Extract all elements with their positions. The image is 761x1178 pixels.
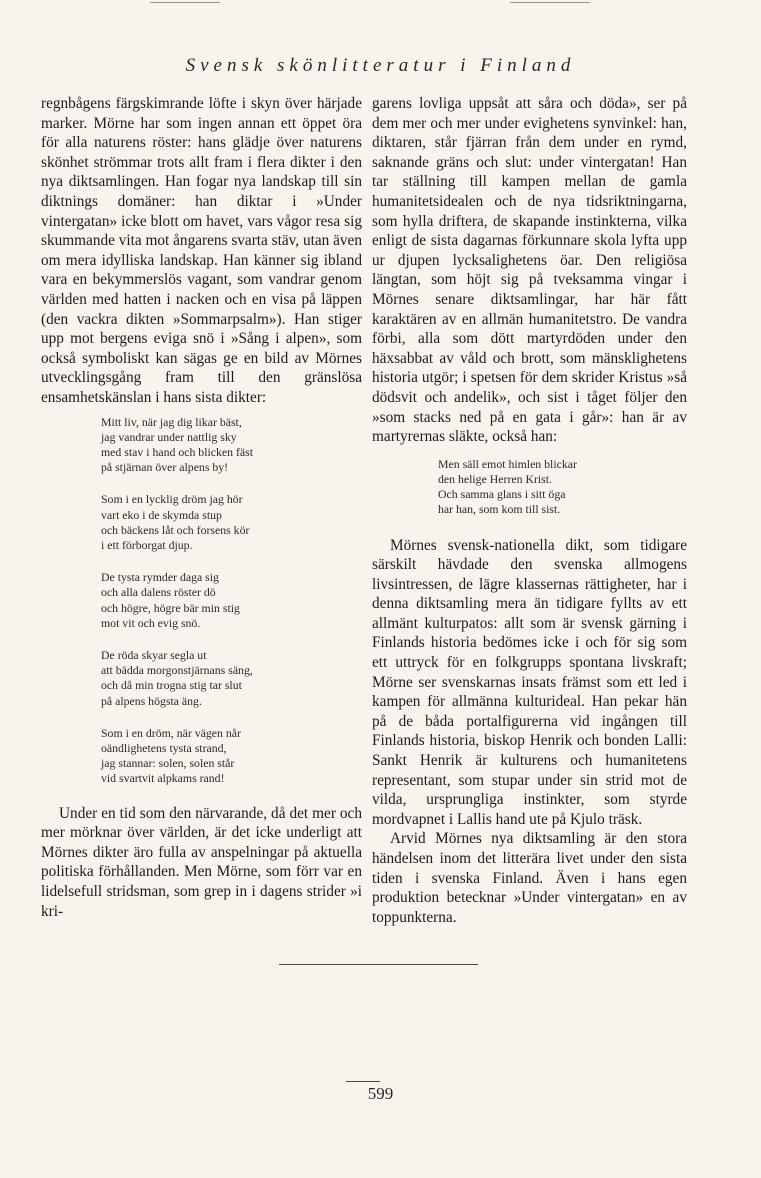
poem-line: och då min trogna stig tar slut — [101, 678, 242, 693]
top-rule-left — [150, 2, 220, 3]
poem-line: på stjärnan över alpens by! — [101, 460, 229, 475]
poem-line: Mitt liv, när jag dig likar bäst, — [101, 414, 242, 429]
poem-stanza — [101, 726, 362, 787]
page-number-rule — [346, 1081, 380, 1082]
right-paragraph-2: Mörnes svensk-nationella dikt, som tidigare särskilt hävdade den svenska allmogens livsintressen, de lägre klassernas rättigheter, har i denna diktsamling mera än tidigare fyllts av ett allmänt kulturpatos: allt som är svensk gärning i Finlands historia bedömes icke i och för sig som ett uttryck för en folkgrupps spontana livskraft; Mörne ser svenskarnas insats främst som ett led i kampen för allmänna kulturideal. Han pekar hän på de båda portalfigurerna vid ingången till Finlands historia, biskop Henrik och bonden Lalli: Sankt Henrik är kulturens och humanitetens representant, som stupar under sin strid mot de vilda, ursprungliga instinkter, som styrde mordvapnet i Lallis hand ute på Kjulo träsk. — [372, 536, 687, 828]
poem-line: oändlighetens tysta strand, — [101, 740, 227, 755]
section-divider — [279, 964, 478, 965]
poem-line: Som i en dröm, när vägen når — [101, 725, 241, 740]
poem-line: jag vandrar under nattlig sky — [101, 429, 237, 444]
left-column — [41, 94, 362, 921]
poem-stanza — [101, 570, 362, 631]
poem-line: Som i en lycklig dröm jag hör — [101, 492, 243, 507]
poem-line: vid svartvit alpkams rand! — [101, 771, 225, 786]
martyr-poem — [438, 457, 687, 518]
poem-line: mot vit och evig snö. — [101, 615, 201, 630]
poem-line: jag stannar: solen, solen står — [101, 756, 235, 771]
poem-line: och alla dalens röster dö — [101, 585, 216, 600]
poem-line: i ett förborgat djup. — [101, 537, 193, 552]
page-number: 599 — [367, 1084, 394, 1103]
alpine-poem — [101, 415, 362, 787]
poem-line: har han, som kom till sist. — [438, 502, 561, 517]
poem-line: De röda skyar segla ut — [101, 647, 207, 662]
poem-line: vart eko i de skymda stup — [101, 507, 222, 522]
poem-line: Men säll emot himlen blickar — [438, 456, 577, 471]
poem-line: Och samma glans i sitt öga — [438, 487, 566, 502]
right-column — [372, 94, 687, 927]
poem-stanza — [101, 415, 362, 476]
left-paragraph-2: Under en tid som den närvarande, då det mer och mer mörknar över världen, är det icke underligt att Mörnes dikter äro fulla av anspelningar på aktuella politiska förhållanden. Men Mörne, som förr var en lidelsefull stridsman, som grep in i dagens strider »i kri- — [41, 804, 362, 920]
poem-stanza — [101, 492, 362, 553]
poem-line: och högre, högre bär min stig — [101, 600, 240, 615]
right-paragraph-1: garens lovliga uppsåt att såra och döda», ser på dem mer och mer under evighetens synvinkel: han, diktaren, står fjärran från dem under en rymd, saknande gräns och slut: under vintergatan! Han tar ställning till kampen mellan de gamla humanitetsidealen och de nya tidsriktningarna, som hylla driftera, de skapande instinkterna, vilka enligt de sista dagarnas förkunnare skola lyfta upp ur djupen lycksalighetens öar. Den religiösa längtan, som höjt sig på tveksamma vingar i Mörnes senare diktsamlingar, har här fått karaktären av en allmän humanitetstro. De vandra förbi, alla som dött martyrdöden under den häxsabbat av våld och brott, som mänsklighetens historia utgör; i spetsen för dem skrider Kristus »så dödsvit och andelik», och sist i tåget följer den »som stacks ned på en gata i går»: han är av martyrernas släkte, också han: — [372, 95, 687, 446]
poem-line: och bäckens låt och forsens kör — [101, 522, 250, 537]
poem-line: den helige Herren Krist. — [438, 471, 552, 486]
right-paragraph-3: Arvid Mörnes nya diktsamling är den stora händelsen inom det litterära livet under den sista tiden i svenska Finland. Även i hans egen produktion betecknar »Under vintergatan» en av toppunkterna. — [372, 830, 687, 926]
top-rule-right — [510, 2, 590, 3]
left-paragraph-1: regnbågens färgskimrande löfte i skyn över härjade marker. Mörne har som ingen annan ett öppet öra för alla naturens röster: hans glädje över naturens skönhet strömmar trots allt fram i flera dikter i den nya diktsamlingen. Han fogar nya landskap till sin diktnings domäner: han diktar i »Under vintergatan» icke blott om havet, vars vågor resa sig skummande vita mot ångarens svarta stäv, utan även om mera idylliska landskap. Han känner sig ibland vara en bekymmerslös vagant, som vandrar genom världen med hatten i nacken och en visa på läppen (den vackra dikten »Sommarpsalm»). Han stiger upp mot bergens eviga snö i »Sång i alpen», som också symboliskt kan sägas ge en bild av Mörnes utvecklingsgång fram till den gränslösa ensamhetskänslan i hans sista dikter: — [41, 95, 362, 406]
poem-stanza — [101, 648, 362, 709]
poem-line: på alpens högsta äng. — [101, 693, 202, 708]
poem-line: med stav i hand och blicken fäst — [101, 444, 254, 459]
poem-line: De tysta rymder daga sig — [101, 570, 219, 585]
poem-line: att bädda morgonstjärnans säng, — [101, 663, 253, 678]
poem-stanza — [438, 457, 687, 518]
running-title: Svensk skönlitteratur i Finland — [185, 55, 576, 76]
